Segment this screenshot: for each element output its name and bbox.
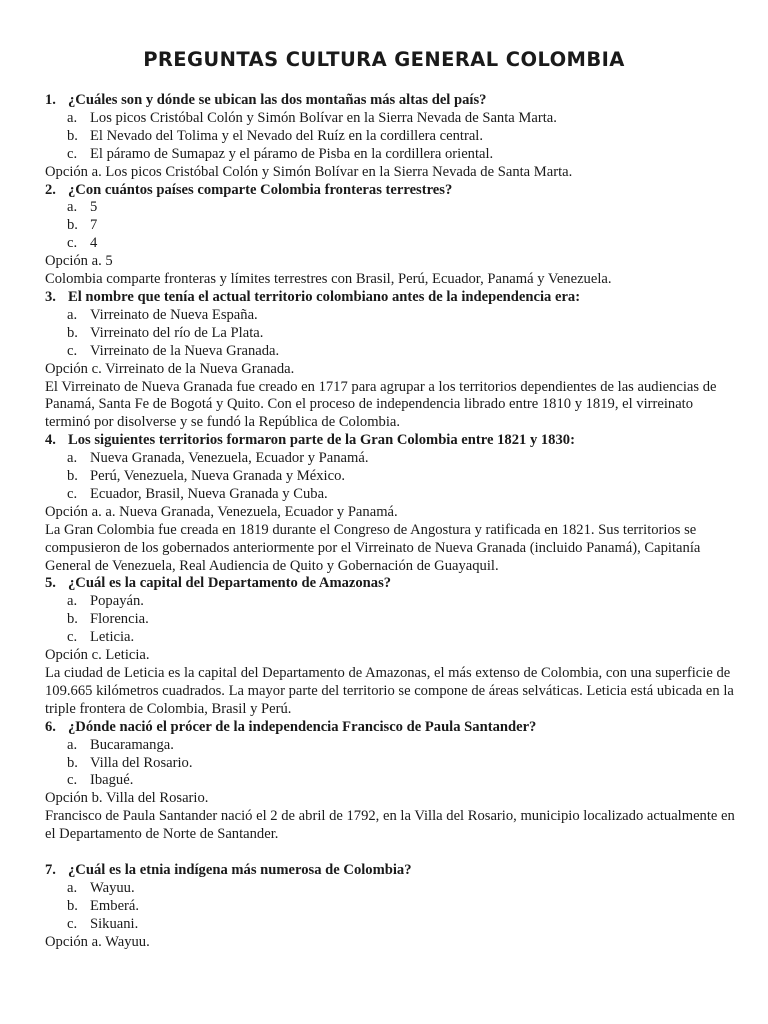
option-text: Los picos Cristóbal Colón y Simón Bolívar en la Sierra Nevada de Santa Marta. [90, 109, 557, 126]
option-text: Wayuu. [90, 879, 135, 896]
answer-option [45, 450, 735, 468]
answer-option [45, 343, 735, 361]
question-text: ¿Cuáles son y dónde se ubican las dos montañas más altas del país? [68, 92, 487, 108]
option-letter: a. [67, 736, 78, 753]
question-text: Los siguientes territorios formaron parte de la Gran Colombia entre 1821 y 1830: [68, 432, 575, 449]
option-text: Ibagué. [90, 772, 134, 789]
option-letter: b. [67, 324, 78, 341]
option-text: Florencia. [90, 611, 149, 628]
option-letter: a. [67, 109, 78, 126]
option-letter: c. [67, 235, 78, 252]
answer-option [45, 486, 735, 504]
option-letter: c. [67, 342, 78, 359]
option-text: Ecuador, Brasil, Nueva Granada y Cuba. [90, 485, 328, 502]
option-letter: b. [67, 127, 78, 144]
answer-explanation: La ciudad de Leticia es la capital del Departamento de Amazonas, el más extenso de Colombia, con una superficie de 109.665 kilómetros cuadrados. La mayor parte del territorio se compone de áreas selváticas. Leticia está ubicada en la triple frontera de Colombia, Brasil y Perú. [45, 665, 734, 717]
answer-option [45, 593, 735, 611]
question-list [45, 92, 735, 951]
answer-explanation: Colombia comparte fronteras y límites terrestres con Brasil, Perú, Ecuador, Panamá y Venezuela. [45, 271, 612, 288]
question-number: 3. [45, 288, 56, 305]
answer-option [45, 325, 735, 343]
option-text: Virreinato de Nueva España. [90, 306, 258, 323]
option-letter: a. [67, 593, 78, 610]
answer-option [45, 898, 735, 916]
answer-option [45, 737, 735, 755]
answer-option [45, 772, 735, 790]
option-text: 7 [90, 217, 98, 234]
option-text: El páramo de Sumapaz y el páramo de Pisba en la cordillera oriental. [90, 145, 494, 162]
option-text: Virreinato de la Nueva Granada. [90, 342, 280, 359]
option-text: Bucaramanga. [90, 736, 174, 753]
question-heading [45, 182, 735, 200]
answer-option [45, 468, 735, 486]
option-text: Emberá. [90, 897, 140, 914]
option-text: Nueva Granada, Venezuela, Ecuador y Panamá. [90, 450, 369, 467]
correct-answer: Opción b. Villa del Rosario. [45, 790, 209, 807]
option-letter: a. [67, 450, 78, 467]
option-letter: c. [67, 915, 78, 932]
option-letter: c. [67, 772, 78, 789]
answer-explanation: El Virreinato de Nueva Granada fue creado en 1717 para agrupar a los territorios dependientes de las audiencias de Panamá, Santa Fe de Bogotá y Quito. Con el proceso de independencia librado entre 1810 y 1819, el virreinato terminó por disolverse y se fundó la República de Colombia. [45, 378, 717, 431]
question-text: ¿Cuál es la etnia indígena más numerosa de Colombia? [68, 861, 412, 878]
question-heading [45, 289, 735, 307]
option-text: 4 [90, 235, 98, 252]
answer-option [45, 307, 735, 325]
answer-option [45, 235, 735, 253]
option-letter: a. [67, 879, 78, 896]
answer-explanation: La Gran Colombia fue creada en 1819 durante el Congreso de Angostura y ratificada en 1821. Sus territorios se compusieron de los gobernados anteriormente por el Virreinato de Nueva Granada (incluido Panamá), Capitanía General de Venezuela, Real Audiencia de Quito y Gobernación de Guayaquil. [45, 521, 701, 574]
option-text: Popayán. [90, 593, 144, 610]
question-heading [45, 862, 735, 880]
question-text: ¿Con cuántos países comparte Colombia fronteras terrestres? [68, 181, 453, 198]
question-heading [45, 432, 735, 450]
question-number: 4. [45, 432, 56, 449]
answer-option [45, 755, 735, 773]
question-number: 2. [45, 181, 56, 198]
option-letter: b. [67, 217, 78, 234]
question-text: El nombre que tenía el actual territorio colombiano antes de la independencia era: [68, 288, 581, 305]
correct-answer: Opción c. Virreinato de la Nueva Granada. [45, 360, 295, 377]
answer-option [45, 880, 735, 898]
answer-option [45, 128, 735, 146]
question-text: ¿Dónde nació el prócer de la independencia Francisco de Paula Santander? [68, 718, 537, 735]
answer-option [45, 629, 735, 647]
correct-answer: Opción c. Leticia. [45, 647, 150, 664]
option-text: 5 [90, 199, 98, 216]
question-heading [45, 92, 735, 110]
question-heading [45, 575, 735, 593]
option-letter: b. [67, 468, 78, 485]
question-number: 6. [45, 718, 56, 735]
answer-option [45, 110, 735, 128]
question-text: ¿Cuál es la capital del Departamento de Amazonas? [68, 575, 392, 592]
option-letter: a. [67, 306, 78, 323]
answer-explanation: Francisco de Paula Santander nació el 2 de abril de 1792, en la Villa del Rosario, municipio localizado actualmente en el Departamento de Norte de Santander. [45, 808, 735, 843]
question-number: 1. [45, 92, 56, 108]
correct-answer: Opción a. 5 [45, 253, 113, 270]
option-text: Villa del Rosario. [90, 754, 193, 771]
option-letter: a. [67, 199, 78, 216]
option-letter: b. [67, 754, 78, 771]
page-title: PREGUNTAS CULTURA GENERAL COLOMBIA [143, 48, 625, 71]
option-text: Virreinato del río de La Plata. [90, 324, 264, 341]
blank-line [45, 844, 735, 862]
answer-option [45, 146, 735, 164]
question-number: 5. [45, 575, 56, 592]
answer-option [45, 199, 735, 217]
answer-option [45, 217, 735, 235]
option-letter: b. [67, 611, 78, 628]
option-letter: b. [67, 897, 78, 914]
question-number: 7. [45, 861, 56, 878]
answer-option [45, 916, 735, 934]
answer-option [45, 611, 735, 629]
option-text: Leticia. [90, 629, 135, 646]
option-letter: c. [67, 485, 78, 502]
correct-answer: Opción a. a. Nueva Granada, Venezuela, Ecuador y Panamá. [45, 503, 398, 520]
correct-answer: Opción a. Wayuu. [45, 933, 150, 950]
option-text: Perú, Venezuela, Nueva Granada y México. [90, 468, 346, 485]
option-text: Sikuani. [90, 915, 139, 932]
question-heading [45, 719, 735, 737]
correct-answer: Opción a. Los picos Cristóbal Colón y Simón Bolívar en la Sierra Nevada de Santa Marta. [45, 163, 573, 180]
option-text: El Nevado del Tolima y el Nevado del Ruíz en la cordillera central. [90, 127, 483, 144]
option-letter: c. [67, 629, 78, 646]
option-letter: c. [67, 145, 78, 162]
